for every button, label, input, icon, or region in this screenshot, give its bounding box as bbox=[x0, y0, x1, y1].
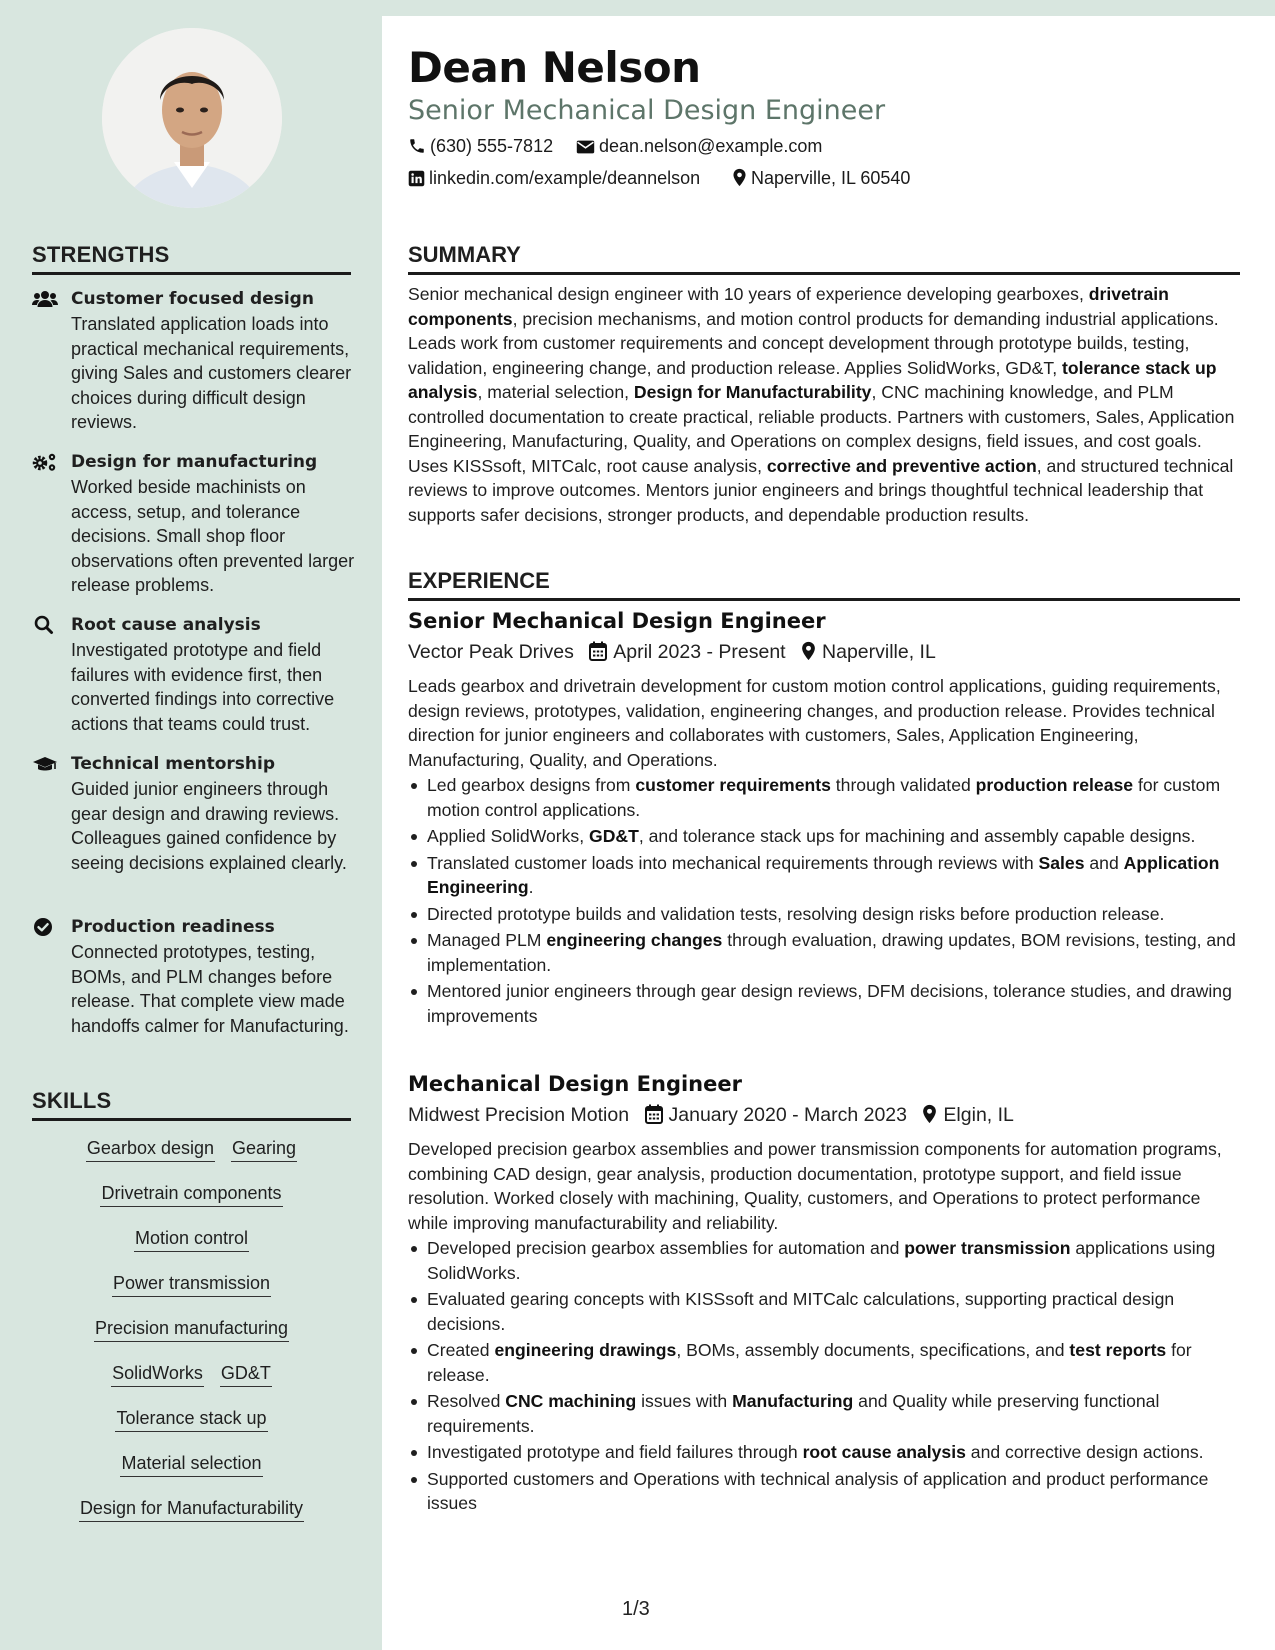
profile-photo bbox=[102, 28, 282, 208]
bullet-item bbox=[408, 979, 1240, 1028]
calendar-icon bbox=[589, 641, 607, 661]
skills-row bbox=[32, 1271, 351, 1297]
bullet-item bbox=[408, 1287, 1240, 1336]
linkedin-text[interactable]: linkedin.com/example/deannelson bbox=[429, 168, 701, 188]
bold-phrase: test reports bbox=[1069, 1340, 1167, 1360]
bold-phrase: engineering drawings bbox=[494, 1340, 677, 1360]
strength-title: Root cause analysis bbox=[71, 615, 261, 635]
text-run: Developed precision gearbox assemblies for automation and bbox=[427, 1238, 905, 1258]
text-run: Created bbox=[427, 1340, 495, 1360]
contact-phone bbox=[408, 134, 553, 158]
users-icon bbox=[32, 289, 58, 309]
bullet-item bbox=[408, 773, 1240, 822]
job-location: Elgin, IL bbox=[943, 1104, 1014, 1126]
bold-phrase: power transmission bbox=[904, 1238, 1071, 1258]
bold-phrase: Sales bbox=[1038, 852, 1085, 873]
text-run: for custom motion control applications. bbox=[427, 775, 1221, 820]
bold-phrase: GD&T bbox=[589, 826, 639, 846]
strength-desc: Investigated prototype and field failures with evidence first, then converted findings into corrective actions that teams could trust. bbox=[71, 640, 335, 734]
job-description: Developed precision gearbox assemblies and power transmission components for automation programs, combining CAD design, gear analysis, production documentation, prototype support, and field issue resolution. Worked closely with machining, Quality, customers, and Operations to protect performance while improving manufacturability and reliability. bbox=[408, 1139, 1222, 1233]
summary-heading: SUMMARY bbox=[408, 242, 1240, 275]
contact-location bbox=[732, 166, 910, 190]
strength-title: Design for manufacturing bbox=[71, 452, 318, 472]
job-meta bbox=[408, 1102, 1014, 1128]
bullet-item bbox=[408, 1236, 1240, 1285]
job-dates: April 2023 - Present bbox=[613, 641, 786, 663]
job-company: Midwest Precision Motion bbox=[408, 1104, 630, 1126]
text-run: Investigated prototype and field failures through bbox=[427, 1442, 803, 1462]
calendar-icon bbox=[645, 1104, 663, 1124]
text-run: Supported customers and Operations with technical analysis of application and product performance issues bbox=[427, 1468, 1209, 1513]
bold-phrase: production release bbox=[975, 775, 1134, 795]
text-run: through validated bbox=[830, 775, 976, 795]
bullet-item bbox=[408, 1467, 1240, 1516]
experience-heading: EXPERIENCE bbox=[408, 568, 1240, 601]
skill-tag: Power transmission bbox=[112, 1271, 271, 1297]
strength-title: Customer focused design bbox=[71, 289, 314, 309]
strength-desc: Guided junior engineers through gear design and drawing reviews. Colleagues gained confidence by seeing decisions explained clearly. bbox=[71, 779, 347, 873]
skills-row bbox=[32, 1496, 351, 1522]
linkedin-icon bbox=[408, 170, 425, 187]
check-circle-icon bbox=[32, 917, 58, 937]
phone-icon bbox=[408, 137, 426, 155]
job-location: Naperville, IL bbox=[822, 641, 936, 663]
map-pin-icon bbox=[732, 168, 747, 187]
text-run: Translated customer loads into mechanical requirements through reviews with bbox=[427, 852, 1039, 873]
job-meta bbox=[408, 639, 936, 665]
skill-tag: Gearing bbox=[231, 1136, 297, 1162]
skill-tag: GD&T bbox=[220, 1361, 272, 1387]
candidate-name: Dean Nelson bbox=[408, 43, 701, 92]
skills-row bbox=[32, 1406, 351, 1432]
skill-tag: SolidWorks bbox=[111, 1361, 204, 1387]
bullet-item bbox=[408, 1440, 1240, 1465]
text-run: , and tolerance stack ups for machining and assembly capable designs. bbox=[638, 826, 1196, 846]
text-run: Applied SolidWorks, bbox=[427, 826, 590, 846]
bullet-item bbox=[408, 851, 1240, 900]
summary-text bbox=[408, 282, 1240, 527]
bold-phrase: Manufacturing bbox=[732, 1391, 854, 1411]
map-pin-icon bbox=[922, 1104, 937, 1124]
text-run: , BOMs, assembly documents, specifications, and bbox=[676, 1340, 1070, 1360]
skills-row bbox=[32, 1451, 351, 1477]
gears-icon bbox=[32, 452, 58, 472]
text-run: applications using SolidWorks. bbox=[427, 1238, 1216, 1283]
bold-phrase: drivetrain components bbox=[408, 284, 1169, 329]
search-icon bbox=[32, 615, 58, 635]
text-run: , and structured technical reviews to improve outcomes. Mentors junior engineers and brings thoughtful technical leadership that supports safer decisions, stronger products, and dependable production results. bbox=[408, 455, 1234, 525]
skills-row bbox=[32, 1136, 351, 1162]
skill-tag: Tolerance stack up bbox=[115, 1406, 267, 1432]
skills-row bbox=[32, 1361, 351, 1387]
map-pin-icon bbox=[801, 641, 816, 661]
job-bullets bbox=[408, 773, 1240, 1030]
strength-desc: Translated application loads into practical mechanical requirements, giving Sales and customers clearer choices during difficult design reviews. bbox=[71, 314, 352, 432]
text-run: , precision mechanisms, and motion control products for demanding industrial applications. Leads work from customer requirements and concept development through prototype builds, testing, validation, engineering change, and production release. Applies SolidWorks, GD&T, bbox=[408, 308, 1219, 378]
bullet-item bbox=[408, 824, 1240, 849]
job-description: Leads gearbox and drivetrain development for custom motion control applications, guiding requirements, design reviews, prototypes, validation, engineering changes, and production release. Provides technical direction for junior engineers and collaborates with customers, Sales, Application Engineering, Manufacturing, Quality, and Operations. bbox=[408, 676, 1221, 770]
text-run: Directed prototype builds and validation tests, resolving design risks before production release. bbox=[427, 903, 1165, 924]
envelope-icon bbox=[576, 139, 595, 155]
text-run: Senior mechanical design engineer with 10 years of experience developing gearboxes, bbox=[408, 284, 1089, 304]
text-run: Evaluated gearing concepts with KISSsoft and MITCalc calculations, supporting practical design decisions. bbox=[427, 1289, 1175, 1334]
strength-desc: Worked beside machinists on access, setup, and tolerance decisions. Small shop floor observations often prevented larger release problems. bbox=[71, 477, 355, 595]
strengths-heading: STRENGTHS bbox=[32, 242, 351, 275]
job-title: Mechanical Design Engineer bbox=[408, 1072, 742, 1096]
strength-title: Technical mentorship bbox=[71, 754, 276, 774]
bullet-item bbox=[408, 1338, 1240, 1387]
top-accent-strip bbox=[382, 0, 1275, 16]
bold-phrase: customer requirements bbox=[635, 775, 831, 795]
bold-phrase: corrective and preventive action bbox=[766, 455, 1037, 476]
text-run: , CNC machining knowledge, and PLM controlled documentation to create practical, reliable products. Partners with customers, Sales, Application Engineering, Manufacturing, Quality, and Operations on complex designs, field issues, and cost goals. Uses KISSsoft, MITCalc, root cause analysis, bbox=[408, 382, 1235, 476]
graduation-cap-icon bbox=[32, 754, 58, 774]
text-run: issues with bbox=[636, 1391, 733, 1411]
job-dates: January 2020 - March 2023 bbox=[668, 1104, 907, 1126]
bullet-item bbox=[408, 928, 1240, 977]
skills-row bbox=[32, 1181, 351, 1207]
strength-title: Production readiness bbox=[71, 917, 275, 937]
contact-linkedin[interactable] bbox=[408, 166, 700, 190]
text-run: . bbox=[528, 877, 534, 897]
page-number: 1/3 bbox=[622, 1598, 650, 1620]
text-run: and Quality while preserving functional requirements. bbox=[427, 1391, 1160, 1436]
skill-tag: Design for Manufacturability bbox=[79, 1496, 304, 1522]
text-run: Managed PLM bbox=[427, 930, 547, 950]
job-title: Senior Mechanical Design Engineer bbox=[408, 609, 826, 633]
candidate-title: Senior Mechanical Design Engineer bbox=[408, 95, 886, 126]
skills-heading: SKILLS bbox=[32, 1088, 351, 1121]
text-run: Mentored junior engineers through gear design reviews, DFM decisions, tolerance studies, and drawing improvements bbox=[427, 981, 1232, 1026]
skills-row bbox=[32, 1316, 351, 1342]
text-run: and corrective design actions. bbox=[965, 1442, 1204, 1462]
skill-tag: Drivetrain components bbox=[100, 1181, 282, 1207]
text-run: and bbox=[1084, 852, 1124, 873]
skill-tag: Gearbox design bbox=[86, 1136, 215, 1162]
bold-phrase: tolerance stack up analysis bbox=[408, 357, 1217, 402]
skill-tag: Motion control bbox=[134, 1226, 249, 1252]
text-run: , material selection, bbox=[477, 382, 634, 402]
bullet-item bbox=[408, 902, 1240, 927]
text-run: through evaluation, drawing updates, BOM revisions, testing, and implementation. bbox=[427, 930, 1236, 975]
bullet-item bbox=[408, 1389, 1240, 1438]
text-run: Resolved bbox=[427, 1391, 506, 1411]
bold-phrase: Application Engineering bbox=[427, 852, 1220, 897]
skills-row bbox=[32, 1226, 351, 1252]
text-run: for release. bbox=[427, 1340, 1192, 1385]
bold-phrase: CNC machining bbox=[505, 1391, 637, 1411]
strength-desc: Connected prototypes, testing, BOMs, and PLM changes before release. That complete view made handoffs calmer for Manufacturing. bbox=[71, 942, 349, 1036]
text-run: Led gearbox designs from bbox=[427, 775, 636, 795]
skill-tag: Material selection bbox=[120, 1451, 262, 1477]
bold-phrase: engineering changes bbox=[546, 930, 723, 950]
email-text[interactable]: dean.nelson@example.com bbox=[599, 136, 823, 156]
bold-phrase: Design for Manufacturability bbox=[633, 382, 872, 402]
contact-email[interactable] bbox=[576, 134, 822, 158]
bold-phrase: root cause analysis bbox=[802, 1442, 966, 1462]
job-company: Vector Peak Drives bbox=[408, 641, 574, 663]
location-text: Naperville, IL 60540 bbox=[751, 168, 911, 188]
phone-text: (630) 555-7812 bbox=[430, 136, 554, 156]
job-bullets bbox=[408, 1236, 1240, 1518]
skill-tag: Precision manufacturing bbox=[94, 1316, 289, 1342]
